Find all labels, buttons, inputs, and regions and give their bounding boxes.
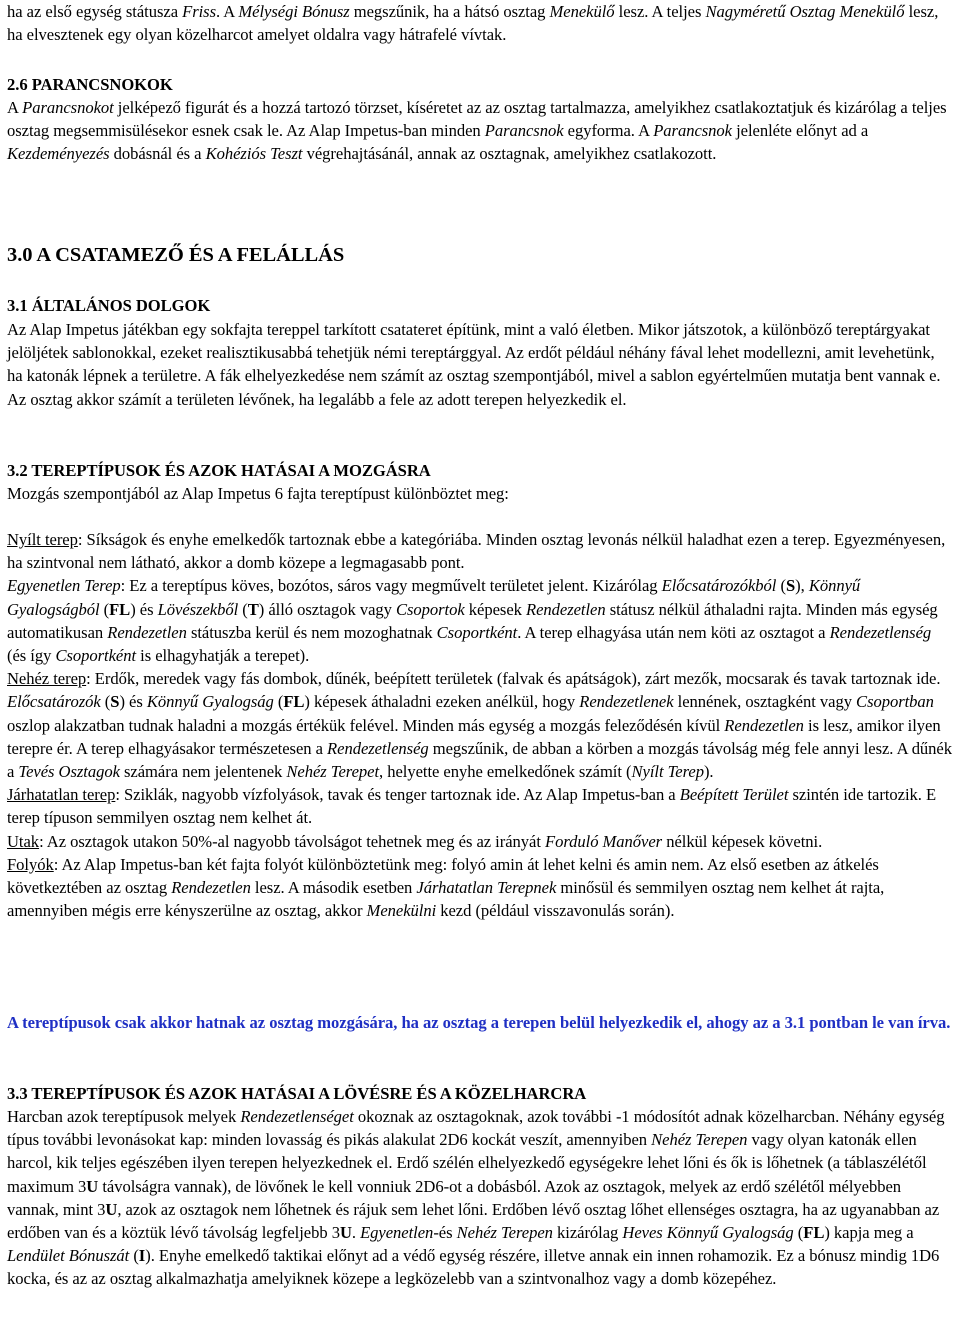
terrain-difficult: Nehéz terep: Erdők, meredek vagy fás dombok, dűnék, beépített területek (falvak és apátságok), zárt mezők, mocsarak és tavak tartoznak ide. Előcsatározók (S) és Könnyű Gyalogság (FL) képesek áthaladni ezeken anélkül, hogy Rendezetlenek lennének, osztagként vagy Csoportban oszlop alakzatban tudnak haladni a mozgás értékük felével. Minden más egység a mozgás feleződésén kívül Rendezetlen is lesz, amikor ilyen terepre ér. A terep elhagyásakor természetesen a Rendezetlenség megszűnik, de abban a körben a mozgás távolság még fele annyi lesz. A dűnék a Tevés Osztagok számára nem jelentenek Nehéz Terepet, helyette enyhe emelkedőnek számít (Nyílt Terep). — [7, 669, 952, 782]
terrain-open: Nyílt terep: Síkságok és enyhe emelkedők tartoznak ebbe a kategóriába. Minden osztag levonás nélkül haladhat ezen a terep. Egyezményesen, ha szintvonal nem látható, akkor a domb közepe a legmagasabb pont. — [7, 530, 946, 573]
section-3-2-heading: 3.2 TEREPTÍPUSOK ÉS AZOK HATÁSAI A MOZGÁSRA — [7, 461, 431, 480]
section-3-1-body: Az Alap Impetus játékban egy sokfajta tereppel tarkított csatateret építünk, mint a való életben. Mikor játszotok, a különböző tereptárgyakat jelöljétek sablonokkal, ezeket realisztikusabbá tehetjük némi tereptárggyal. Az erdőt például néhány fával lehet modellezni, amit levehetünk, ha katonák lépnek a területre. A fák elhelyezkedése nem számít az osztag szempontjából, mivel a sablon egyértelműen mutatja bent vannak e. Az osztag akkor számít a területen lévőnek, ha legalább a fele az adott terepen helyezkedik el. — [7, 320, 941, 409]
section-3-3-body: Harcban azok tereptípusok melyek Rendezetlenséget okoznak az osztagoknak, azok további -1 módosítót adnak közelharcban. Néhány egység típus további levonásokat kap: minden lovasság és pikás alakulat 2D6 kockát veszít, amennyiben Nehéz Terepen vagy olyan katonák ellen harcol, kik teljes egészében ilyen terepen helyezkednek el. Erdő szélén elhelyezkedő egységekre lehet lőni és ők is lőhetnek (a táblaszélétől maximum 3U távolságra vannak), de lövőnek le kell vonniuk 2D6-ot a dobásból. Azok az osztagok, melyek az erdő szélétől mélyebben vannak, mint 3U, azok az osztagok nem lőhetnek és rájuk sem lehet lőni. Erdőben lévő osztag lőhet ellenséges osztagra, ha az ugyanabban az erdőben van és a köztük lévő távolság legfeljebb 3U. Egyenetlen-és Nehéz Terepen kizárólag Heves Könnyű Gyalogság (FL) kapja meg a Lendület Bónuszát (I). Enyhe emelkedő taktikai előnyt ad a védő egység részére, illetve annak ein innen rohamozik. Ez a bónusz mindig 1D6 kocka, és az az osztag alkalmazhatja amelyiknek közepe a legközelebb van a szintvonalhoz vagy a domb közepéhez. — [7, 1107, 945, 1289]
terrain-impassable: Járhatatlan terep: Sziklák, nagyobb vízfolyások, tavak és tenger tartoznak ide. Az Alap Impetus-ban a Beépített Terület szintén ide tartozik. E terep típuson semmilyen osztag nem kelhet át. — [7, 785, 937, 828]
section-3-0-heading: 3.0 A CSATAMEZŐ ÉS A FELÁLLÁS — [7, 244, 345, 266]
section-3-1-heading: 3.1 ÁLTALÁNOS DOLGOK — [7, 296, 211, 315]
terrain-list — [7, 528, 952, 922]
section-3-3-heading: 3.3 TEREPTÍPUSOK ÉS AZOK HATÁSAI A LÖVÉSRE ÉS A KÖZELHARCRA — [7, 1084, 587, 1103]
terrain-note: A tereptípusok csak akkor hatnak az osztag mozgására, ha az osztag a terepen belül helyezkedik el, ahogy az a 3.1 pontban le van írva. — [7, 1013, 951, 1032]
terrain-rivers: Folyók: Az Alap Impetus-ban két fajta folyót különböztetünk meg: folyó amin át lehet kelni és amin nem. Az első esetben az átkelés következtében az osztag Rendezetlen lesz. A második esetben Járhatatlan Terepnek minősül és semmilyen osztag nem kelhet át rajta, amennyiben mégis erre kényszerülne az osztag, akkor Menekülni kezd (például visszavonulás során). — [7, 854, 885, 921]
section-2-6-body: A Parancsnokot jelképező figurát és a hozzá tartozó törzset, kíséretet az az osztag tartalmazza, amelyikhez csatlakoztatjuk és kizárólag a teljes osztag megsemmisülésekor esnek csak le. Az Alap Impetus-ban minden Parancsnok egyforma. A Parancsnok jelenléte előnyt ad a Kezdeményezés dobásnál és a Kohéziós Teszt végrehajtásánál, annak az osztagnak, amelyikhez csatlakozott. — [7, 98, 947, 164]
section-3-2-intro: Mozgás szempontjából az Alap Impetus 6 fajta tereptípust különböztet meg: — [7, 484, 509, 503]
terrain-roads: Utak: Az osztagok utakon 50%-al nagyobb távolságot tehetnek meg és az irányát Forduló Manőver nélkül képesek követni. — [7, 831, 823, 851]
section-2-6-heading: 2.6 PARANCSNOKOK — [7, 75, 173, 94]
intro-paragraph: ha az első egység státusza Friss. A Mélységi Bónusz megszűnik, ha a hátsó osztag Menekülő lesz. A teljes Nagyméretű Osztag Menekülő lesz, ha elvesztenek egy olyan közelharcot amelyet oldalra vagy hátrafelé vívtak. — [7, 2, 939, 45]
terrain-rough: Egyenetlen Terep: Ez a tereptípus köves, bozótos, sáros vagy megművelt területet jelent. Kizárólag Előcsatározókból (S), Könnyű Gyalogságból (FL) és Lövészekből (T) álló osztagok vagy Csoportok képesek Rendezetlen státusz nélkül áthaladni rajta. Minden más egység automatikusan Rendezetlen státuszba kerül és nem mozoghatnak Csoportként. A terep elhagyása után nem köti az osztagot a Rendezetlenség (és így Csoportként is elhagyhatják a terepet). — [7, 576, 938, 666]
